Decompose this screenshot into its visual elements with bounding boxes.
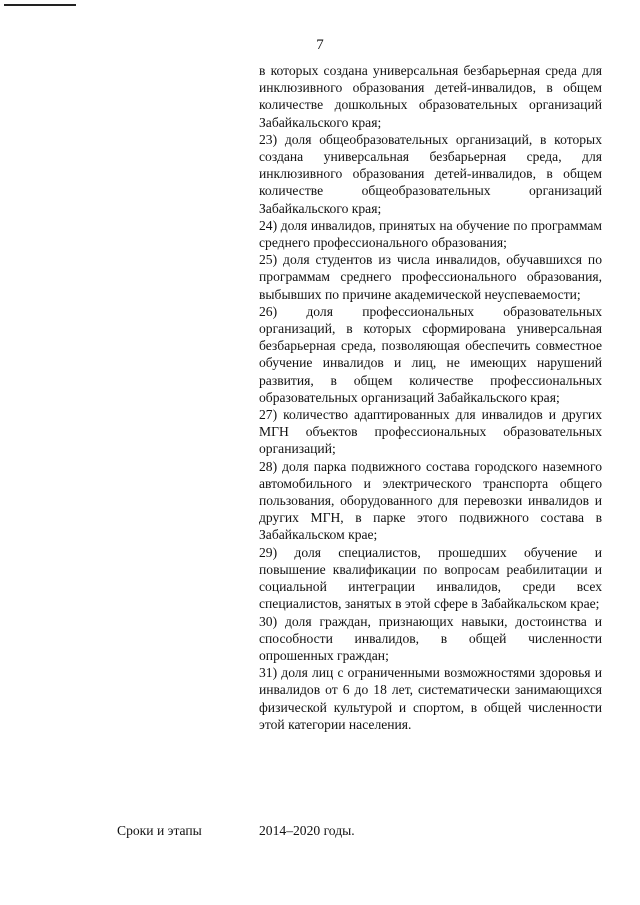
list-item: 27) количество адаптированных для инвалидов и других МГН объектов профессиональных образовательных организаций; — [259, 407, 602, 457]
list-item: в которых создана универсальная безбарьерная среда для инклюзивного образования детей-инвалидов, в общем количестве дошкольных образовательных организаций Забайкальского края; — [259, 63, 602, 130]
terms-label: Сроки и этапы — [117, 823, 202, 838]
list-item: 28) доля парка подвижного состава городского наземного автомобильного и электрического транспорта общего пользования, оборудованного для перевозки инвалидов и других МГН, в парке этого подвижного состава в Забайкальском крае; — [259, 458, 602, 543]
list-item: 23) доля общеобразовательных организаций, в которых создана универсальная безбарьерная среда, для инклюзивного образования детей-инвалидов, в общем количестве общеобразовательных организаций Забайкальского края; — [259, 131, 602, 216]
list-item: 26) доля профессиональных образовательных организаций, в которых сформирована универсальная безбарьерная среда, позволяющая обеспечить совместное обучение инвалидов и лиц, не имеющих нарушений развития, в общем количестве профессиональных образовательных организаций Забайкальского края; — [259, 303, 602, 405]
list-item: 31) доля лиц с ограниченными возможностями здоровья и инвалидов от 6 до 18 лет, систематически занимающихся физической культурой и спортом, в общей численности этой категории населения. — [259, 665, 602, 732]
list-item: 24) доля инвалидов, принятых на обучение по программам среднего профессионального образования; — [259, 217, 602, 251]
indicator-list — [259, 62, 602, 733]
top-rule-line — [4, 4, 76, 6]
terms-value: 2014–2020 годы. — [259, 823, 355, 838]
list-item: 29) доля специалистов, прошедших обучение и повышение квалификации по вопросам реабилитации и социальной интеграции инвалидов, среди всех специалистов, занятых в этой сфере в Забайкальском крае; — [259, 544, 602, 612]
list-item: 30) доля граждан, признающих навыки, достоинства и способности инвалидов, в общей численности опрошенных граждан; — [259, 613, 602, 663]
list-item: 25) доля студентов из числа инвалидов, обучавшихся по программам среднего профессионального образования, выбывших по причине академической неуспеваемости; — [259, 252, 602, 302]
page-number: 7 — [316, 37, 324, 53]
